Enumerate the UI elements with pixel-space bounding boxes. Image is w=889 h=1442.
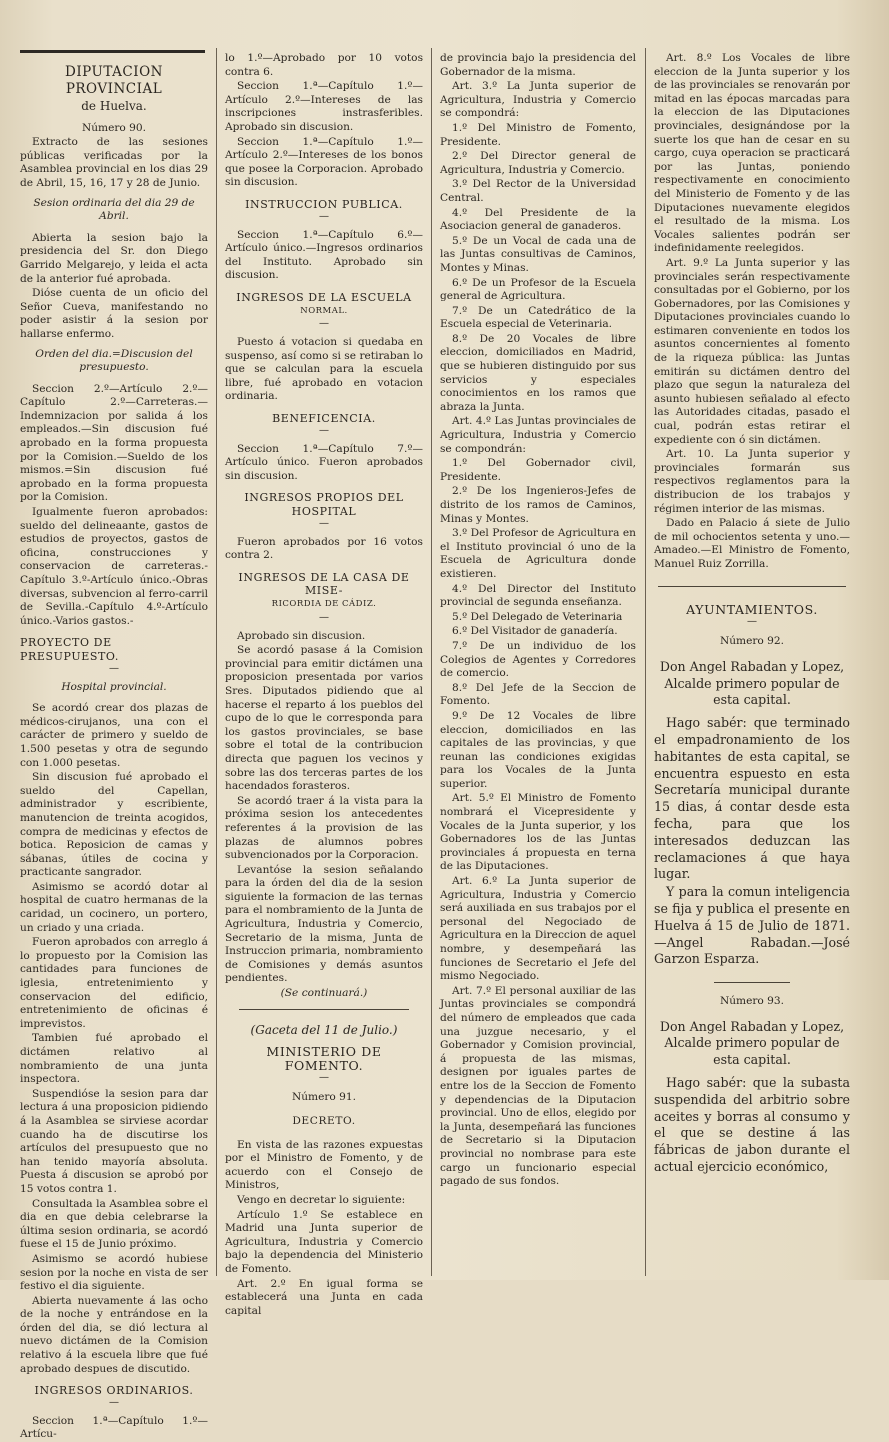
list-item: 2.º De los Ingenieros-Jefes de distrito de los ramos de Caminos, Minas y Montes. [440, 485, 636, 525]
paragraph: Vengo en decretar lo siguiente: [237, 1193, 406, 1206]
paragraph: Fueron aprobados con arreglo á lo propuesto por la Comision las cantidades para funciones de iglesia, entretenimiento y conservacion del edificio, entretenimiento de oficinas é imprevistos. [20, 936, 208, 1030]
dash-divider: — [109, 1396, 119, 1408]
paragraph: Seccion 1.ª—Capítulo 7.º—Artículo único. Fueron aprobados sin discusion. [225, 442, 423, 482]
section-heading: INGRESOS ORDINARIOS. [34, 1384, 194, 1398]
paragraph: Art. 10. La Junta superior y provinciales formarán sus respectivos reglamentos para la distribucion de los trabajos y régimen interior de las mismas. [654, 448, 850, 515]
paragraph: Art. 9.º La Junta superior y las provinciales serán respectivamente consultadas por el Gobierno, por los Gobernadores, por las Comisiones y Diputaciones provinciales cuando lo estimaren conveniente en todos los asuntos concernientes al fomento de la riqueza pública: las Juntas emitirán su dictámen dentro del plazo que segun la naturaleza del asunto hubiesen señalado al efecto las Autoridades citadas, pasado el cual, podrán estas retirar el expediente con ó sin dictámen. [654, 256, 850, 446]
paragraph: Art. 6.º La Junta superior de Agricultura, Industria y Comercio será auxiliada en sus trabajos por el personal del Negociado de Agricultura en la Direccion de aquel nombre, y desempeñará las funciones de Secretario el Jefe del mismo Negociado. [440, 875, 636, 983]
paragraph: Hago sabér: que la subasta suspendida del arbitrio sobre aceites y borras al consumo y el que se destine á las fábricas de jabon durante el actual ejercicio económico, [654, 1075, 850, 1175]
notice-number: Número 91. [291, 1091, 357, 1104]
section-subheading: NORMAL. [300, 305, 348, 316]
ministry-title: MINISTERIO DE FOMENTO. [266, 1044, 382, 1073]
paragraph: Don Angel Rabadan y Lopez, Alcalde primero popular de esta capital. [659, 658, 845, 708]
section-heading: INSTRUCCION PUBLICA. [245, 197, 403, 211]
paragraph: Puesto á votacion si quedaba en suspenso, así como si se retiraban lo que se calculan para la escuela libre, fué aprobado en votacion ordinaria. [225, 336, 423, 403]
paragraph: Art. 4.º Las Juntas provinciales de Agricultura, Industria y Comercio se compondrán: [440, 415, 636, 455]
list-item: 5.º Del Delegado de Veterinaria [452, 610, 623, 623]
dash-divider: — [747, 616, 757, 628]
paragraph: Don Angel Rabadan y Lopez, Alcalde primero popular de esta capital. [659, 1018, 845, 1068]
section-heading: INGRESOS DE LA CASA DE MISE- [238, 570, 410, 598]
dash-divider: — [319, 318, 329, 330]
list-item: 2.º Del Director general de Agricultura, Industria y Comercio. [440, 150, 636, 176]
dash-divider: — [319, 1072, 329, 1084]
paragraph: Dióse cuenta de un oficio del Señor Cueva, manifestando no poder asistir á la sesion por hallarse enfermo. [20, 287, 208, 340]
gazette-reference: (Gaceta del 11 de Julio.) [250, 1022, 398, 1037]
list-item: 1.º Del Ministro de Fomento, Presidente. [440, 121, 636, 148]
paragraph: Seccion 1.ª—Capítulo 1.º—Artículo 2.º—Intereses de los bonos que posee la Corporacion. Aprobado sin discusion. [225, 135, 423, 189]
list-item: 9.º De 12 Vocales de libre eleccion, domiciliados en las capitales de las provincias, y que reunan las condiciones exigidas para los Vocales de la Junta superior. [440, 709, 636, 790]
paragraph: Suspendióse la sesion para dar lectura á una proposicion pidiendo á la Asamblea se sirviese acordar cuando ha de discutirse los artículos del presupuesto que no han tenido mayoría absoluta. Puesta á discusion se aprobó por 15 votos contra 1. [20, 1087, 208, 1195]
paragraph: Art. 8.º Los Vocales de libre eleccion de la Junta superior y los de las provinciales se renovarán por mitad en las épocas marcadas para la eleccion de las Diputaciones provinciales, designándose por la suerte los que han de cesar en su cargo, cuya operacion se practicará por las Juntas, poniendo respectivamente en conocimiento del Ministerio de Fomento y de las Diputaciones nuevamente elegidos el resultado de la misma. Los Vocales salientes podrán ser indefinidamente reelegidos. [654, 52, 850, 255]
section-heading: INGRESOS PROPIOS DEL HOSPITAL [244, 491, 404, 519]
paragraph: Seccion 1.ª—Capítulo 1.º—Artículo 2.º—Intereses de las inscripciones instrasferibles. Aprobado sin discusion. [225, 80, 423, 133]
paragraph: Se acordó crear dos plazas de médicos-cirujanos, una con el carácter de primero y sueldo de 1.500 pesetas y otra de segundo con 1.000 pesetas. [20, 702, 208, 769]
paragraph: Se acordó pasase á la Comision provincial para emitir dictámen una proposicion presentada por varios Sres. Diputados pidiendo que al hacerse el reparto á los pueblos del cupo de lo que le corresponda para los gastos provinciales, se base sobre el total de la contribucion directa que paguen los vecinos y sobre las dos terceras partes de los hacendados forasteros. [225, 644, 423, 793]
paragraph: lo 1.º—Aprobado por 10 votos contra 6. [225, 52, 423, 78]
paragraph: Seccion 2.º—Artículo 2.º—Capítulo 2.º—Carreteras.—Indemnizacion por salida á los empleados.—Sin discusion fué aprobado en la forma propuesta por la Comision.—Sueldo de los mismos.=Sin discusion fué aprobado en la forma propuesta por la Comision. [20, 382, 208, 504]
paragraph: Abierta nuevamente á las ocho de la noche y entrándose en la órden del dia, se dió lectura al nuevo dictámen de la Comision relativo á la escuela libre que fué aprobado despues de discutido. [20, 1294, 208, 1375]
column-divider [431, 48, 432, 1276]
notice-number: Número 90. [81, 121, 147, 134]
paragraph: de provincia bajo la presidencia del Gobernador de la misma. [440, 52, 636, 78]
paragraph: Aprobado sin discusion. [237, 629, 366, 642]
paragraph: Asimismo se acordó dotar al hospital de cuatro hermanas de la caridad, un cocinero, un portero, un criado y una criada. [20, 880, 208, 934]
section-heading: AYUNTAMIENTOS. [686, 601, 818, 617]
paragraph: Art. 7.º El personal auxiliar de las Juntas provinciales se compondrá del número de empleados que cada una juzgue necesario, y el Gobernador y Comision provincial, á propuesta de las mismas, designen por iguales partes de entre los de la Seccion de Fomento y dependencias de la Diputacion provincial. Uno de ellos, elegido por la Junta, desempeñará las funciones de Secretario si la Diputacion provincial no nombrase para este cargo un funcionario especial pagado de sus fondos. [440, 984, 636, 1188]
section-title: DIPUTACION PROVINCIAL [65, 64, 163, 97]
paragraph: Se acordó traer á la vista para la próxima sesion los antecedentes referentes á la provision de las plazas de alumnos pobres subvencionados por la Corporacion. [225, 794, 423, 862]
list-item: 7.º De un individuo de los Colegios de Agentes y Corredores de comercio. [440, 639, 636, 680]
paragraph: Art. 3.º La Junta superior de Agricultura, Industria y Comercio se compondrá: [440, 80, 636, 120]
section-heading: BENEFICENCIA. [272, 412, 376, 426]
column-2 [225, 52, 423, 1317]
paragraph: Seccion 1.ª—Capítulo 1.º—Artícu- [20, 1414, 208, 1441]
notice-number: Número 93. [719, 995, 785, 1008]
column-4 [654, 52, 850, 1274]
paragraph: En vista de las razones expuestas por el Ministro de Fomento, y de acuerdo con el Consejo de Ministros, [225, 1138, 423, 1192]
list-item: 7.º De un Catedrático de la Escuela especial de Veterinaria. [440, 304, 636, 331]
notice-number: Número 92. [719, 635, 785, 648]
dash-divider: — [319, 611, 329, 623]
paragraph: Tambien fué aprobado el dictámen relativo al nombramiento de una junta inspectora. [20, 1032, 208, 1086]
paragraph: Sin discusion fué aprobado el sueldo del Capellan, administrador y escribiente, manutencion de treinta acogidos, compra de medicinas y efectos de botica. Reposicion de camas y sábanas, útiles de cocina y practicante sangrador. [20, 771, 208, 879]
column-3 [440, 52, 636, 1274]
column-1 [20, 52, 208, 1441]
rule [658, 586, 846, 587]
subsection-heading: Hospital provincial. [61, 680, 167, 693]
session-heading: Sesion ordinaria del dia 29 de Abril. [33, 196, 195, 223]
list-item: 1.º Del Gobernador civil, Presidente. [440, 457, 636, 483]
rule [239, 1009, 409, 1010]
paragraph: Extracto de las sesiones públicas verificadas por la Asamblea provincial en los dias 29 de Abril, 15, 16, 17 y 28 de Junio. [20, 136, 208, 189]
decree-title: DECRETO. [292, 1115, 356, 1127]
dash-divider: — [319, 424, 329, 436]
section-subtitle: de Huelva. [81, 99, 147, 113]
list-item: 4.º Del Presidente de la Asociacion general de ganaderos. [440, 206, 636, 233]
paragraph: Artículo 1.º Se establece en Madrid una Junta superior de Agricultura, Industria y Comercio bajo la dependencia del Ministerio de Fomento. [225, 1208, 423, 1275]
paragraph: Consultada la Asamblea sobre el dia en que debia celebrarse la última sesion ordinaria, se acordó fuese el 15 de Junio próximo. [20, 1197, 208, 1251]
list-item: 3.º Del Rector de la Universidad Central. [440, 178, 636, 204]
column-divider [216, 48, 217, 1276]
dash-divider: — [109, 662, 119, 674]
paragraph: Seccion 1.ª—Capítulo 6.º—Artículo único.—Ingresos ordinarios del Instituto. Aprobado sin discusion. [225, 228, 423, 282]
list-item: 6.º De un Profesor de la Escuela general de Agricultura. [440, 276, 636, 303]
paragraph: Igualmente fueron aprobados: sueldo del delineaante, gastos de estudios de proyectos, gastos de oficina, construcciones y conservacion de carreteras.-Capítulo 3.º-Artículo único.-Obras diversas, subvencion al ferro-carril de Sevilla.-Capítulo 4.º-Artículo único.-Varios gastos.- [20, 506, 208, 627]
paragraph: Art. 2.º En igual forma se establecerá una Junta en cada capital [225, 1277, 423, 1317]
list-item: 3.º Del Profesor de Agricultura en el Instituto provincial ó uno de la Escuela de Agricultura donde existieren. [440, 527, 636, 580]
list-item: 8.º De 20 Vocales de libre eleccion, domiciliados en Madrid, que se hubieren distinguido por sus servicios y especiales conocimientos en los ramos que abraza la Junta. [440, 332, 636, 413]
list-item: 5.º De un Vocal de cada una de las Juntas consultivas de Caminos, Montes y Minas. [440, 234, 636, 274]
paragraph: Y para la comun inteligencia se fija y publica el presente en Huelva á 15 de Julio de 1871.—Angel Rabadan.—José Garzon Esparza. [654, 884, 850, 967]
paragraph: Hago sabér: que terminado el empadronamiento de los habitantes de esta capital, se encuentra espuesto en esta Secretaría municipal durante 15 dias, á contar desde esta fecha, para que los interesados deduzcan las reclamaciones á que haya lugar. [654, 715, 850, 882]
column-divider [645, 48, 646, 1276]
paragraph: Levantóse la sesion señalando para la órden del dia de la sesion siguiente la formacion de las ternas para el nombramiento de la Junta de Agricultura, Industria y Comercio, Secretario de la misma, Junta de Instruccion primaria, nombramiento de Comisiones y demás asuntos pendientes. [225, 863, 423, 985]
order-heading: Orden del dia.=Discusion del presupuesto. [35, 347, 193, 374]
list-item: 4.º Del Director del Instituto provincial de segunda enseñanza. [440, 582, 636, 609]
paragraph: Abierta la sesion bajo la presidencia del Sr. don Diego Garrido Melgarejo, y leida el acta de la anterior fué aprobada. [20, 231, 208, 285]
list-item: 8.º Del Jefe de la Seccion de Fomento. [440, 681, 636, 708]
paragraph: Art. 5.º El Ministro de Fomento nombrará el Vicepresidente y Vocales de la Junta superior, y los Gobernadores los de las Juntas provinciales á propuesta en terna de las Diputaciones. [440, 792, 636, 873]
section-heading: INGRESOS DE LA ESCUELA [236, 290, 412, 304]
section-heading: PROYECTO DE PRESUPUESTO. [20, 636, 119, 663]
paragraph: Fueron aprobados por 16 votos contra 2. [225, 535, 423, 562]
continued-note: (Se continuará.) [280, 987, 368, 1000]
dash-divider: — [319, 210, 329, 222]
section-subheading: RICORDIA DE CÁDIZ. [271, 599, 377, 609]
paragraph: Asimismo se acordó hubiese sesion por la noche en vista de ser festivo el dia siguiente. [20, 1252, 208, 1293]
list-item: 6.º Del Visitador de ganadería. [452, 625, 618, 638]
rule [714, 982, 790, 983]
dash-divider: — [319, 517, 329, 529]
paragraph: Dado en Palacio á siete de Julio de mil ochocientos setenta y uno.—Amadeo.—El Ministro de Fomento, Manuel Ruiz Zorrilla. [654, 517, 850, 570]
